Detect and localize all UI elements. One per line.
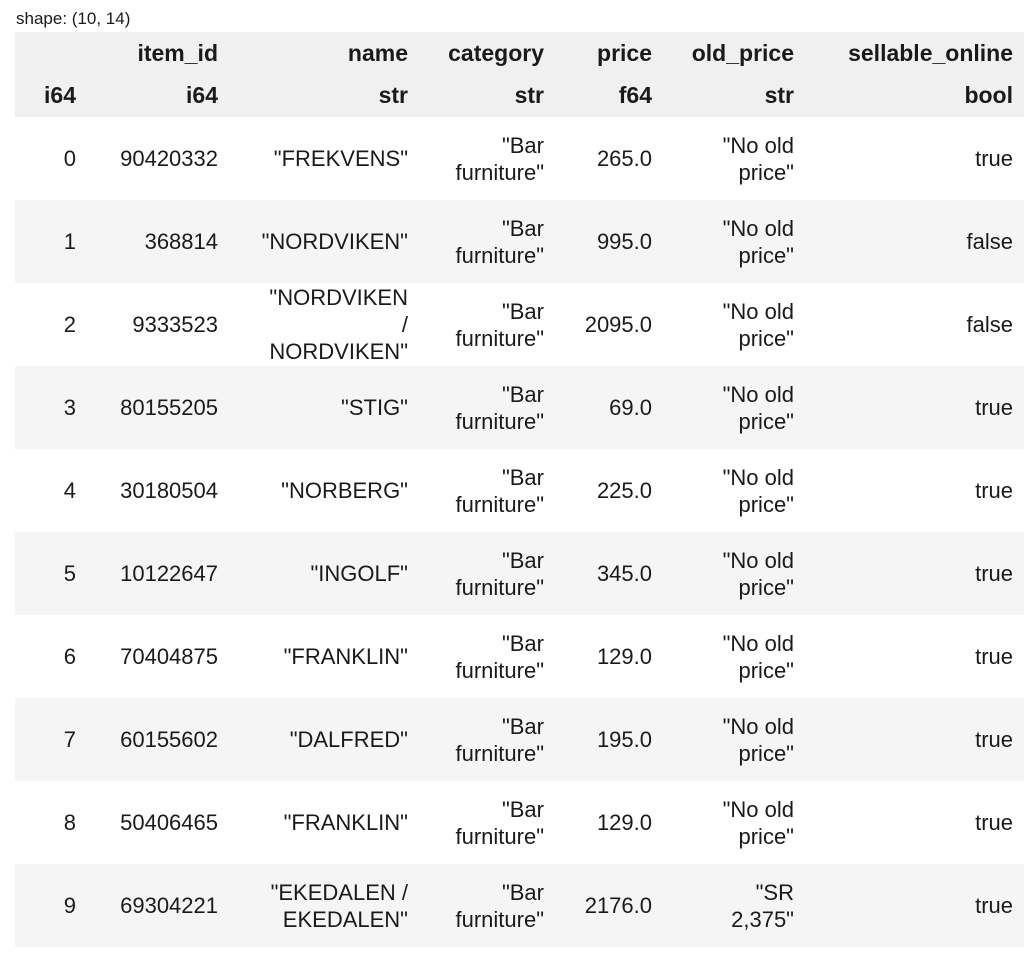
cell-category-text: "Bar furniture" bbox=[455, 796, 544, 849]
cell-name-text: "INGOLF" bbox=[310, 561, 408, 586]
cell-index bbox=[15, 864, 87, 947]
cell-old-price bbox=[663, 200, 805, 283]
cell-old-price-text: "No old price" bbox=[722, 713, 794, 766]
cell-sellable-online bbox=[805, 698, 1024, 781]
dataframe-shape-label: shape: (10, 14) bbox=[16, 9, 131, 28]
cell-old-price-text: "No old price" bbox=[722, 132, 794, 185]
cell-sellable-online-text: true bbox=[975, 727, 1013, 752]
cell-old-price-text: "No old price" bbox=[722, 630, 794, 683]
cell-name bbox=[229, 781, 419, 864]
cell-sellable-online-text: true bbox=[975, 644, 1013, 669]
cell-item-id bbox=[87, 366, 229, 449]
cell-category-text: "Bar furniture" bbox=[455, 464, 544, 517]
cell-sellable-online-text: true bbox=[975, 395, 1013, 420]
cell-price bbox=[555, 698, 663, 781]
cell-item-id bbox=[87, 117, 229, 200]
cell-price bbox=[555, 117, 663, 200]
cell-sellable-online-text: true bbox=[975, 146, 1013, 171]
cell-price-text: 265.0 bbox=[596, 146, 652, 171]
cell-price-text: 225.0 bbox=[596, 478, 652, 503]
cell-name-text: "NORBERG" bbox=[281, 478, 408, 503]
cell-price bbox=[555, 532, 663, 615]
cell-category bbox=[419, 366, 555, 449]
table-row bbox=[15, 864, 1024, 947]
cell-category bbox=[419, 117, 555, 200]
cell-item-id bbox=[87, 283, 229, 366]
cell-name-text: "FRANKLIN" bbox=[283, 644, 408, 669]
cell-index bbox=[15, 781, 87, 864]
table-row bbox=[15, 781, 1024, 864]
dtype-item-id: i64 bbox=[87, 74, 229, 117]
cell-price bbox=[555, 200, 663, 283]
cell-category-text: "Bar furniture" bbox=[455, 630, 544, 683]
cell-sellable-online bbox=[805, 532, 1024, 615]
cell-price-text: 2176.0 bbox=[584, 893, 652, 918]
dtype-category: str bbox=[419, 74, 555, 117]
cell-index bbox=[15, 449, 87, 532]
cell-name bbox=[229, 283, 419, 366]
cell-old-price bbox=[663, 449, 805, 532]
cell-name bbox=[229, 366, 419, 449]
cell-index-text: 7 bbox=[63, 727, 76, 752]
column-header-old-price: old_price bbox=[663, 32, 805, 74]
cell-category bbox=[419, 200, 555, 283]
cell-name bbox=[229, 200, 419, 283]
cell-old-price bbox=[663, 366, 805, 449]
cell-old-price-text: "No old price" bbox=[722, 298, 794, 351]
table-body bbox=[15, 117, 1024, 947]
cell-category-text: "Bar furniture" bbox=[455, 879, 544, 932]
cell-sellable-online bbox=[805, 366, 1024, 449]
cell-category-text: "Bar furniture" bbox=[455, 215, 544, 268]
cell-name-text: "STIG" bbox=[341, 395, 408, 420]
cell-price-text: 195.0 bbox=[596, 727, 652, 752]
cell-name-text: "DALFRED" bbox=[289, 727, 408, 752]
dataframe-table-container bbox=[15, 32, 1024, 947]
cell-item-id-text: 90420332 bbox=[120, 146, 218, 171]
cell-name-text: "EKEDALEN / EKEDALEN" bbox=[270, 879, 408, 932]
dtype-name: str bbox=[229, 74, 419, 117]
cell-old-price bbox=[663, 864, 805, 947]
column-header-name: name bbox=[229, 32, 419, 74]
cell-item-id-text: 69304221 bbox=[120, 893, 218, 918]
cell-price-text: 129.0 bbox=[596, 644, 652, 669]
cell-price bbox=[555, 864, 663, 947]
cell-item-id-text: 60155602 bbox=[120, 727, 218, 752]
cell-sellable-online-text: false bbox=[966, 229, 1013, 254]
cell-sellable-online-text: false bbox=[966, 312, 1013, 337]
cell-old-price-text: "No old price" bbox=[722, 796, 794, 849]
cell-price-text: 2095.0 bbox=[584, 312, 652, 337]
table-row bbox=[15, 532, 1024, 615]
cell-index-text: 5 bbox=[63, 561, 76, 586]
cell-index bbox=[15, 532, 87, 615]
column-header-item-id: item_id bbox=[87, 32, 229, 74]
cell-item-id-text: 70404875 bbox=[120, 644, 218, 669]
dtype-price: f64 bbox=[555, 74, 663, 117]
table-row bbox=[15, 283, 1024, 366]
cell-price bbox=[555, 283, 663, 366]
cell-name-text: "FRANKLIN" bbox=[283, 810, 408, 835]
cell-category-text: "Bar furniture" bbox=[455, 547, 544, 600]
table-row bbox=[15, 698, 1024, 781]
cell-category bbox=[419, 283, 555, 366]
cell-sellable-online bbox=[805, 781, 1024, 864]
cell-item-id-text: 9333523 bbox=[132, 312, 218, 337]
cell-price-text: 129.0 bbox=[596, 810, 652, 835]
cell-index bbox=[15, 200, 87, 283]
cell-price bbox=[555, 366, 663, 449]
cell-old-price-text: "No old price" bbox=[722, 464, 794, 517]
cell-sellable-online bbox=[805, 449, 1024, 532]
cell-old-price bbox=[663, 532, 805, 615]
cell-name-text: "NORDVIKEN / NORDVIKEN" bbox=[269, 285, 408, 364]
cell-old-price-text: "SR 2,375" bbox=[731, 879, 794, 932]
table-row bbox=[15, 366, 1024, 449]
cell-category bbox=[419, 698, 555, 781]
cell-sellable-online bbox=[805, 283, 1024, 366]
cell-item-id bbox=[87, 532, 229, 615]
cell-index-text: 9 bbox=[63, 893, 76, 918]
cell-old-price bbox=[663, 117, 805, 200]
cell-category bbox=[419, 781, 555, 864]
cell-index bbox=[15, 698, 87, 781]
cell-price bbox=[555, 781, 663, 864]
cell-price-text: 345.0 bbox=[596, 561, 652, 586]
cell-item-id bbox=[87, 698, 229, 781]
cell-old-price bbox=[663, 283, 805, 366]
column-header-index bbox=[15, 32, 87, 74]
cell-sellable-online-text: true bbox=[975, 893, 1013, 918]
dataframe-table bbox=[15, 32, 1024, 947]
cell-index-text: 3 bbox=[63, 395, 76, 420]
cell-name bbox=[229, 864, 419, 947]
dtype-index: i64 bbox=[15, 74, 87, 117]
cell-item-id-text: 30180504 bbox=[120, 478, 218, 503]
dtype-sellable-online: bool bbox=[805, 74, 1024, 117]
cell-name bbox=[229, 532, 419, 615]
dtype-old-price: str bbox=[663, 74, 805, 117]
cell-index bbox=[15, 283, 87, 366]
cell-old-price bbox=[663, 698, 805, 781]
cell-item-id-text: 80155205 bbox=[120, 395, 218, 420]
cell-name bbox=[229, 117, 419, 200]
cell-category bbox=[419, 532, 555, 615]
cell-sellable-online-text: true bbox=[975, 478, 1013, 503]
cell-item-id-text: 50406465 bbox=[120, 810, 218, 835]
cell-name bbox=[229, 449, 419, 532]
cell-name-text: "NORDVIKEN" bbox=[261, 229, 408, 254]
cell-index-text: 0 bbox=[63, 146, 76, 171]
cell-name bbox=[229, 698, 419, 781]
cell-price-text: 995.0 bbox=[596, 229, 652, 254]
cell-old-price-text: "No old price" bbox=[722, 381, 794, 434]
cell-index-text: 4 bbox=[63, 478, 76, 503]
cell-category-text: "Bar furniture" bbox=[455, 132, 544, 185]
column-header-price: price bbox=[555, 32, 663, 74]
cell-index bbox=[15, 615, 87, 698]
column-header-sellable-online: sellable_online bbox=[805, 32, 1024, 74]
table-row bbox=[15, 200, 1024, 283]
column-dtype-row bbox=[15, 74, 1024, 117]
cell-price-text: 69.0 bbox=[609, 395, 652, 420]
cell-item-id bbox=[87, 449, 229, 532]
cell-category-text: "Bar furniture" bbox=[455, 713, 544, 766]
cell-item-id-text: 368814 bbox=[144, 229, 218, 254]
cell-index-text: 1 bbox=[63, 229, 76, 254]
cell-category bbox=[419, 864, 555, 947]
cell-name-text: "FREKVENS" bbox=[273, 146, 408, 171]
column-name-row bbox=[15, 32, 1024, 74]
cell-price bbox=[555, 449, 663, 532]
cell-sellable-online-text: true bbox=[975, 810, 1013, 835]
cell-item-id bbox=[87, 781, 229, 864]
cell-item-id bbox=[87, 200, 229, 283]
cell-sellable-online bbox=[805, 864, 1024, 947]
cell-index bbox=[15, 366, 87, 449]
cell-item-id bbox=[87, 864, 229, 947]
cell-old-price bbox=[663, 781, 805, 864]
cell-index bbox=[15, 117, 87, 200]
cell-old-price-text: "No old price" bbox=[722, 547, 794, 600]
cell-index-text: 8 bbox=[63, 810, 76, 835]
cell-category bbox=[419, 615, 555, 698]
cell-name bbox=[229, 615, 419, 698]
cell-price bbox=[555, 615, 663, 698]
cell-old-price-text: "No old price" bbox=[722, 215, 794, 268]
cell-sellable-online bbox=[805, 200, 1024, 283]
table-row bbox=[15, 449, 1024, 532]
cell-sellable-online bbox=[805, 615, 1024, 698]
table-row bbox=[15, 117, 1024, 200]
cell-sellable-online bbox=[805, 117, 1024, 200]
cell-old-price bbox=[663, 615, 805, 698]
table-row bbox=[15, 615, 1024, 698]
cell-item-id bbox=[87, 615, 229, 698]
column-header-category: category bbox=[419, 32, 555, 74]
cell-sellable-online-text: true bbox=[975, 561, 1013, 586]
cell-item-id-text: 10122647 bbox=[120, 561, 218, 586]
cell-category-text: "Bar furniture" bbox=[455, 298, 544, 351]
cell-category bbox=[419, 449, 555, 532]
cell-index-text: 6 bbox=[63, 644, 76, 669]
cell-category-text: "Bar furniture" bbox=[455, 381, 544, 434]
cell-index-text: 2 bbox=[63, 312, 76, 337]
